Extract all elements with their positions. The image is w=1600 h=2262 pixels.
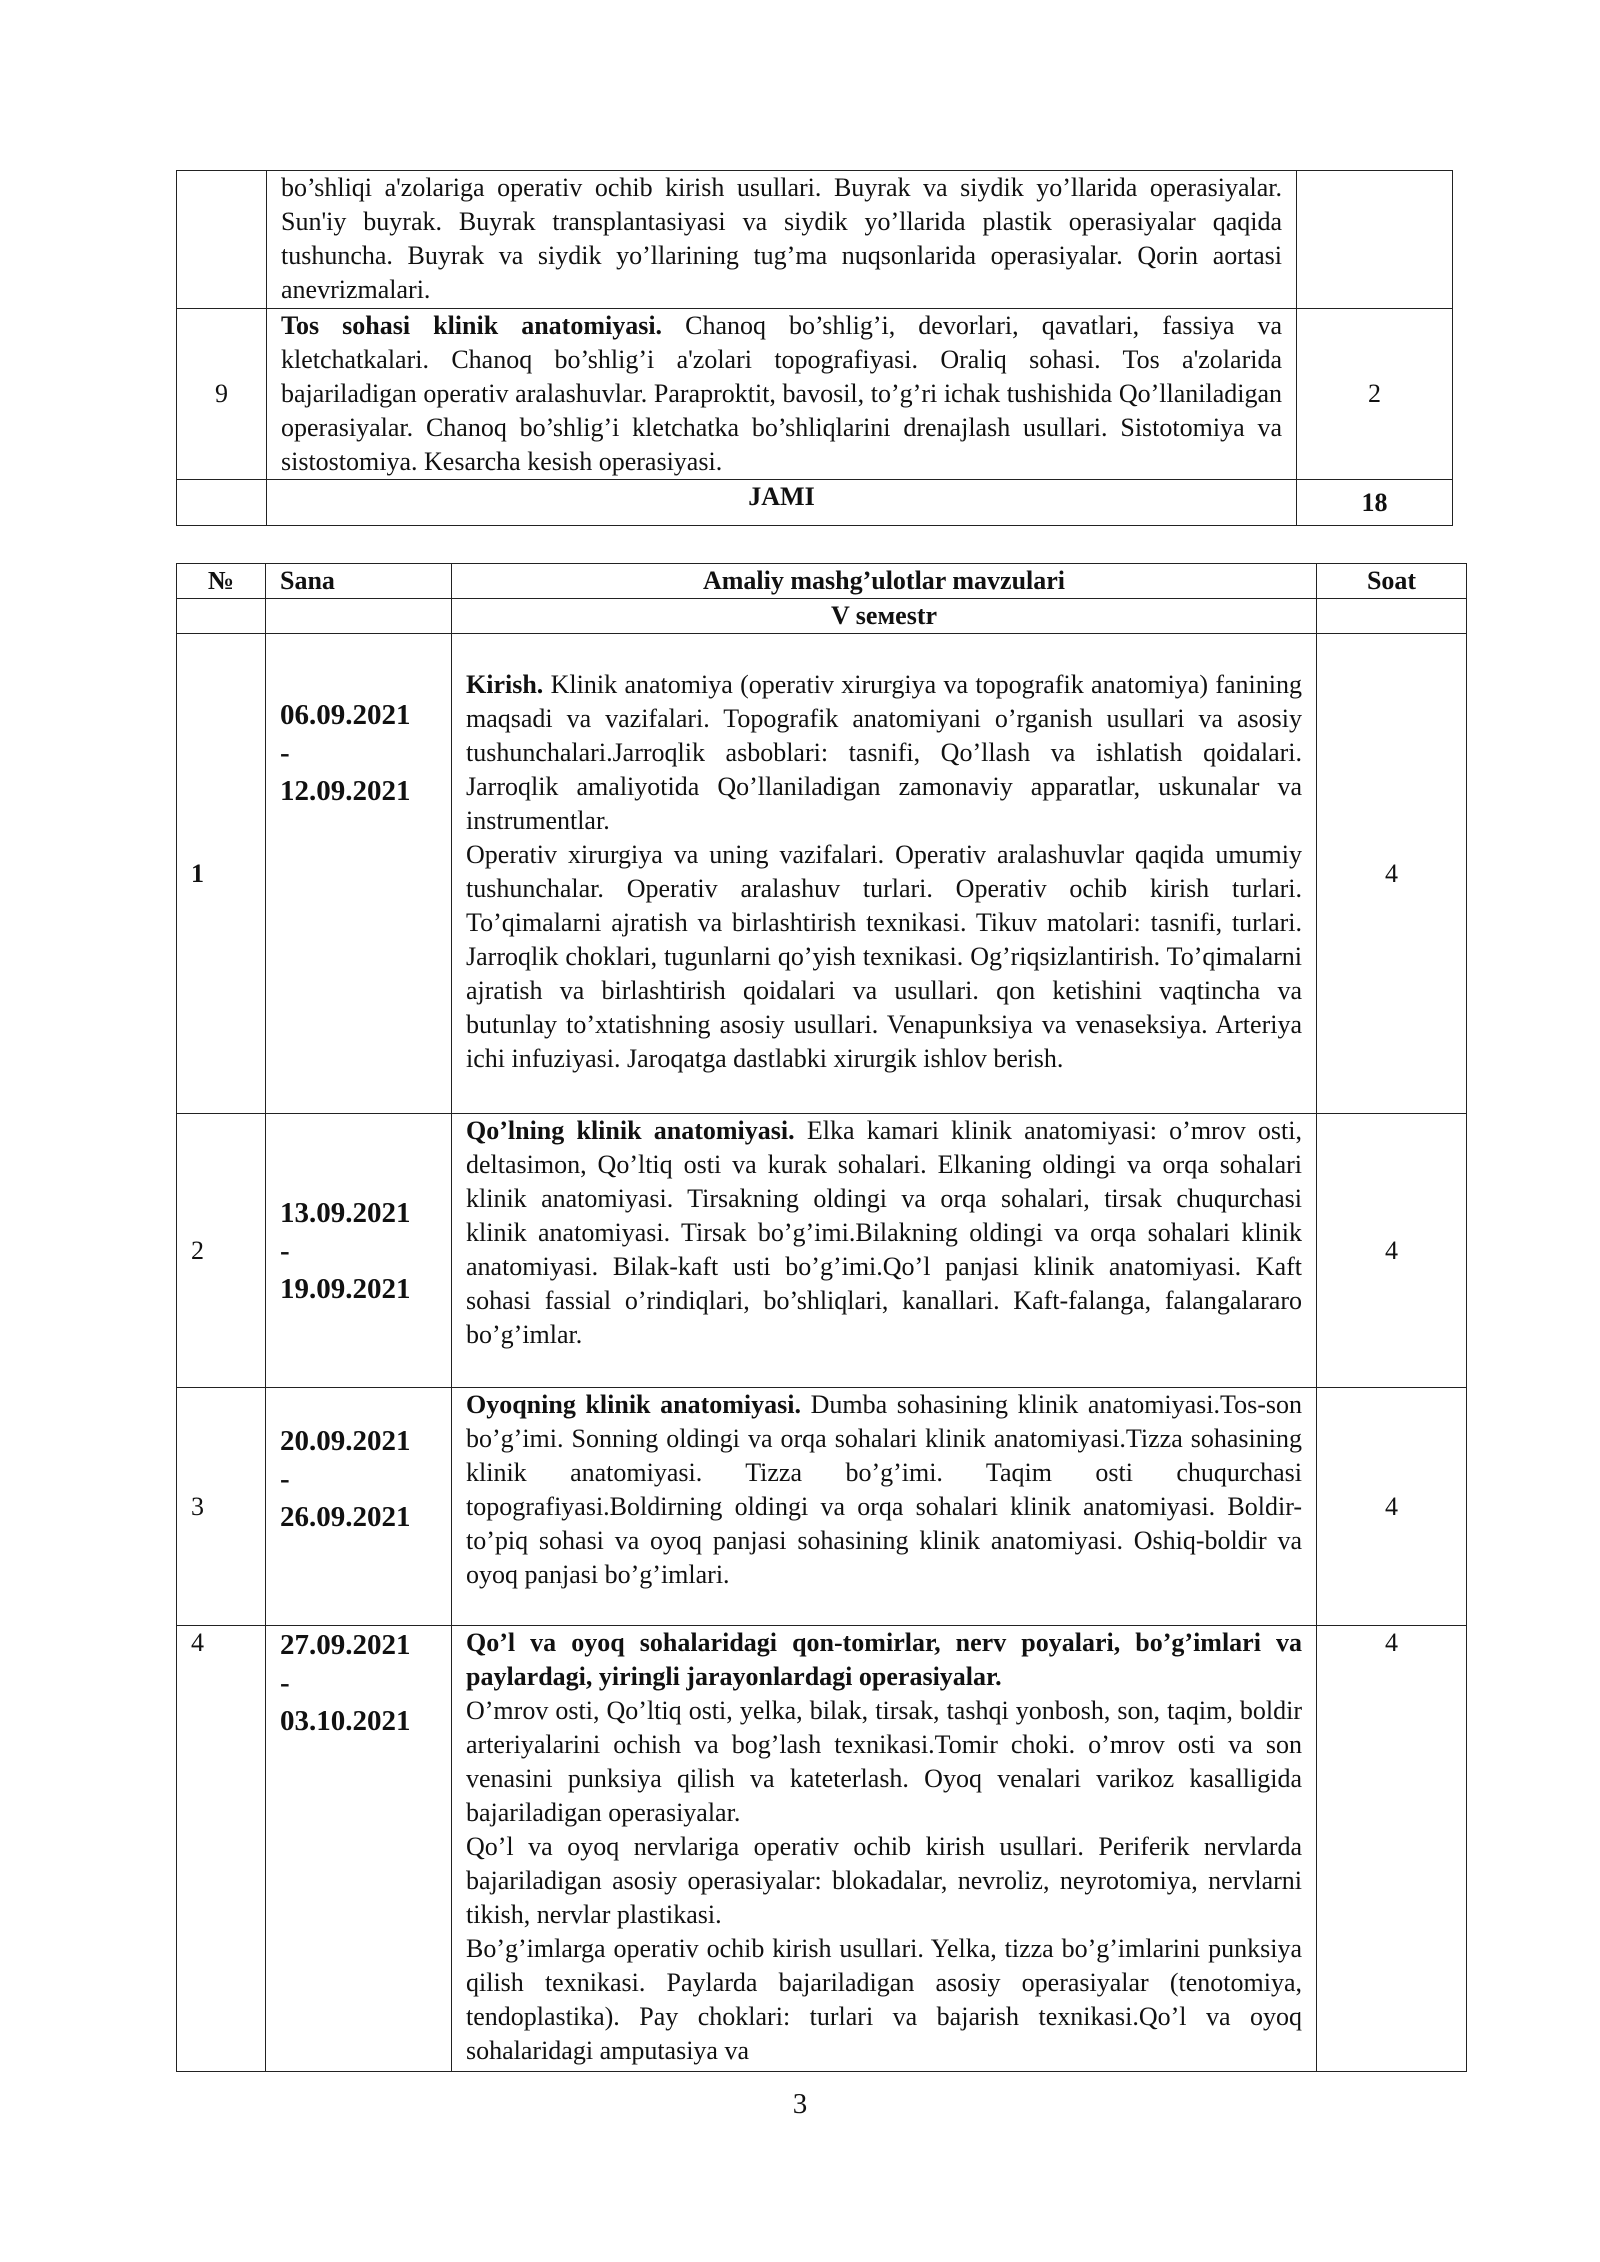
topic-paragraph: Qo’l va oyoq nervlariga operativ ochib kirish usullari. Periferik nervlarda bajariladigan asosiy operasiyalar: blokadalar, nevroliz, neyrotomiya, nervlarni tikish, nervlar plastikasi.: [466, 1832, 1302, 1929]
header-hours: Soat: [1317, 564, 1467, 599]
topic-cell: [452, 634, 1317, 1114]
top-table: [176, 170, 1453, 526]
topic-title-text: Qo’l va oyoq sohalaridagi qon-tomirlar, nerv poyalari, bo’g’imlari va paylardagi, yiringli jarayonlardagi operasiyalar.: [466, 1628, 1302, 1691]
date-cell: [266, 1626, 452, 2072]
date-from: 27.09.2021: [280, 1629, 411, 1661]
topic-paragraph: Operativ xirurgiya va uning vazifalari. Operativ aralashuvlar qaqida umumiy tushunchalar. Operativ aralashuv turlari. Operativ ochib kirish turlari. To’qimalarni ajratish va birlashtirish texnikasi. Tikuv matolari: tasnifi, turlari. Jarroqlik choklari, tugunlarni qo’yish texnikasi. Og’riqsizlantirish. To’qimalarni ajratish va birlashtirish qoidalari va usullari. qon ketishini vaqtincha va butunlay to’xtatishning asosiy usullari. Venapunksiya va venaseksiya. Arteriya ichi infuziyasi. Jaroqatga dastlabki xirurgik ishlov berish.: [466, 840, 1302, 1073]
header-date: Sana: [266, 564, 452, 599]
date-to: 03.10.2021: [280, 1705, 411, 1737]
topic-title: Kirish.: [466, 670, 544, 699]
topic-paragraph: [466, 668, 1302, 838]
hours-cell: 4: [1317, 1626, 1467, 2072]
header-topic: Amaliy mashg’ulotlar mavzulari: [452, 564, 1317, 599]
table-row: [177, 171, 1453, 309]
date-from: 20.09.2021: [280, 1425, 411, 1457]
header-row: [177, 564, 1467, 599]
date-dash: -: [280, 1463, 290, 1495]
semester-row: [177, 599, 1467, 634]
hours-cell: [1297, 171, 1453, 309]
semester-label: V seмestr: [452, 599, 1317, 634]
date-cell: [266, 1388, 452, 1626]
empty-cell: [177, 480, 267, 526]
table-row: [177, 1114, 1467, 1388]
topic-text: Dumba sohasining klinik anatomiyasi.Tos-son bo’g’imi. Sonning oldingi va orqa sohalari klinik anatomiyasi.Tizza sohasining klinik anatomiyasi. Tizza bo’g’imi. Taqim osti chuqurchasi topografiyasi.Boldirning oldingi va orqa sohalari klinik anatomiyasi. Boldir-to’piq sohasi va oyoq panjasi sohasining klinik anatomiyasi. Oshiq-boldir va oyoq panjasi bo’g’imlari.: [466, 1390, 1302, 1589]
topic-paragraph: O’mrov osti, Qo’ltiq osti, yelka, bilak, tirsak, tashqi yonbosh, son, taqim, boldir arteriyalarini ochish va bog’lash texnikasi.Tomir choki. o’mrov osti va son venasini punksiya qilish va kateterlash. Oyoq venalari varikoz kasalligida bajariladigan operasiyalar.: [466, 1696, 1302, 1827]
topic-text: bo’shliqi a'zolariga operativ ochib kirish usullari. Buyrak va siydik yo’llarida operasiyalar. Sun'iy buyrak. Buyrak transplantasiyasi va siydik yo’llarida plastik operasiyalar qaqida tushuncha. Buyrak va siydik yo’llarining tug’ma nuqsonlarida operasiyalar. Qorin aortasi anevrizmalari.: [281, 173, 1282, 304]
topic-cell: [267, 309, 1297, 480]
row-number: 4: [177, 1626, 266, 2072]
date-from: 06.09.2021: [280, 699, 411, 731]
page-number: 3: [792, 2088, 808, 2120]
topic-paragraph: Bo’g’imlarga operativ ochib kirish usullari. Yelka, tizza bo’g’imlarini punksiya qilish texnikasi. Paylarda bajariladigan asosiy operasiyalar (tenotomiya, tendoplastika). Pay choklari: turlari va bajarish texnikasi.Qo’l va oyoq sohalaridagi amputasiya va: [466, 1934, 1302, 2065]
table-row: [177, 1388, 1467, 1626]
topic-cell: [452, 1388, 1317, 1626]
hours-cell: 4: [1317, 634, 1467, 1114]
header-num: №: [177, 564, 266, 599]
row-number: 2: [177, 1114, 266, 1388]
empty-cell: [177, 599, 266, 634]
topic-title: [466, 1626, 1302, 1694]
empty-cell: [266, 599, 452, 634]
hours-cell: 4: [1317, 1114, 1467, 1388]
date-to: 12.09.2021: [280, 775, 411, 807]
topic-text: Klinik anatomiya (operativ xirurgiya va topografik anatomiya) fanining maqsadi va vazifalari. Topografik anatomiyani o’rganish usullari va asosiy tushunchalari.Jarroqlik asboblari: tasnifi, Qo’llash va ishlatish qoidalari. Jarroqlik amaliyotida Qo’llaniladigan zamonaviy apparatlar, uskunalar va instrumentlar.: [466, 670, 1302, 835]
date-dash: -: [280, 1667, 290, 1699]
topic-title: Qo’lning klinik anatomiyasi.: [466, 1116, 795, 1145]
total-row: [177, 480, 1453, 526]
hours-cell: 2: [1297, 309, 1453, 480]
total-value: 18: [1297, 480, 1453, 526]
topic-title: Oyoqning klinik anatomiyasi.: [466, 1390, 801, 1419]
table-row: [177, 634, 1467, 1114]
table-row: [177, 309, 1453, 480]
date-dash: -: [280, 737, 290, 769]
date-to: 26.09.2021: [280, 1501, 411, 1533]
date-dash: -: [280, 1234, 290, 1267]
row-number: [177, 171, 267, 309]
date-from: 13.09.2021: [280, 1196, 411, 1229]
date-to: 19.09.2021: [280, 1272, 411, 1305]
row-number: 3: [177, 1388, 266, 1626]
row-number: 1: [177, 634, 266, 1114]
topic-text: Chanoq bo’shlig’i, devorlari, qavatlari, fassiya va kletchatkalari. Chanoq bo’shlig’i a'zolari topografiyasi. Oraliq sohasi. Tos a'zolarida bajariladigan operativ aralashuvlar. Paraproktit, bavosil, to’g’ri ichak tushishida Qo’llaniladigan operasiyalar. Chanoq bo’shlig’i kletchatka bo’shliqlarini drenajlash usullari. Sistotomiya va sistostomiya. Kesarcha kesish operasiyasi.: [281, 311, 1282, 476]
empty-cell: [1317, 599, 1467, 634]
row-number: 9: [177, 309, 267, 480]
topic-cell: [452, 1626, 1317, 2072]
table-row: [177, 1626, 1467, 2072]
date-cell: [266, 1114, 452, 1388]
date-cell: [266, 634, 452, 1114]
topic-cell: [267, 171, 1297, 309]
schedule-table: [176, 563, 1467, 2072]
hours-cell: 4: [1317, 1388, 1467, 1626]
topic-text: Elka kamari klinik anatomiyasi: o’mrov osti, deltasimon, Qo’ltiq osti va kurak sohalari. Elkaning oldingi va orqa sohalari klinik anatomiyasi. Tirsakning oldingi va orqa sohalari, tirsak chuqurchasi klinik anatomiyasi. Tirsak bo’g’imi.Bilakning oldingi va orqa sohalari klinik anatomiyasi. Bilak-kaft usti bo’g’imi.Qo’l panjasi klinik anatomiyasi. Kaft sohasi fassial o’rindiqlari, bo’shliqlari, kanallari. Kaft-falanga, falangalararo bo’g’imlar.: [466, 1116, 1302, 1349]
topic-cell: [452, 1114, 1317, 1388]
topic-title: Tos sohasi klinik anatomiyasi.: [281, 311, 663, 340]
total-label: JAMI: [267, 480, 1297, 526]
